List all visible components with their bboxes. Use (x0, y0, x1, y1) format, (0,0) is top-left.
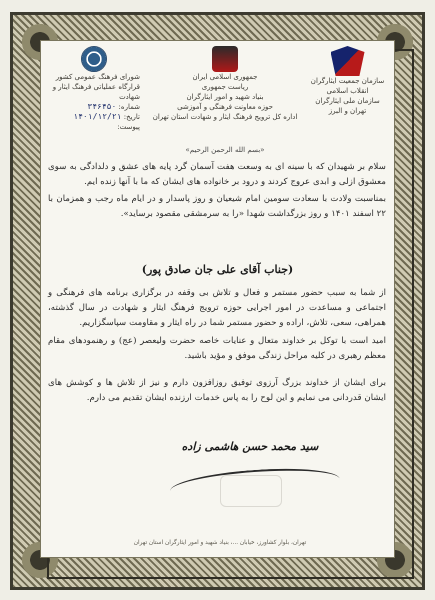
right-line2: سازمان ملی ایثارگران (315, 97, 380, 105)
header-right (305, 46, 390, 116)
dept-name: اداره کل ترویج فرهنگ ایثار و شهادت استان تهران (152, 113, 298, 121)
iran-emblem-icon (212, 46, 238, 72)
attachment-row: پیوست: (117, 123, 140, 131)
council-logo-icon (81, 46, 107, 72)
date-label: تاریخ (126, 113, 140, 121)
country-name: جمهوری اسلامی ایران (192, 73, 258, 81)
date-row: تاریخ: ۱۴۰۱/۱۲/۲۱ (73, 112, 140, 121)
right-line1: سازمان جمعیت ایثارگران انقلاب اسلامی (310, 77, 385, 95)
org-subtitle: حوزه معاونت فرهنگی و آموزشی (177, 103, 273, 111)
paragraph-2: بمناسبت ولادت با سعادت سومین امام شیعیان و روز پاسدار و در ایام ماه رجب و همزمان با ۲۲ اسفند ۱۴۰۱ و روز بزرگداشت شهدا «را به سرمشقی مقصود برساید». (48, 194, 386, 219)
attachment-label: پیوست (119, 123, 140, 131)
org-name: بنیاد شهید و امور ایثارگران (186, 93, 264, 101)
invocation: «بسم الله الرحمن الرحیم» (185, 146, 265, 154)
header-left (48, 46, 140, 132)
presidency: ریاست جمهوری (201, 83, 249, 91)
date-value: ۱۴۰۱/۱۲/۲۱ (73, 112, 122, 121)
right-bottom: تهران و البرز (328, 107, 367, 115)
paragraph-4: امید است با توکل بر خداوند متعال و عنایات خاصه حضرت ولیعصر (عج) و رهنمودهای مقام معظم رهبری در کلیه مراحل زندگی موفق و مؤید باشید. (48, 336, 386, 361)
shield-logo-icon (331, 46, 365, 76)
signature-name: سید محمد حسن هاشمی زاده (181, 440, 319, 453)
org-line1: شورای فرهنگ عمومی کشور (55, 73, 140, 81)
stamp-icon (220, 475, 282, 507)
number-value: ۳۴۶۴۵۰ (87, 102, 117, 111)
paragraph-3: از شما به سبب حضور مستمر و فعال و تلاش بی وقفه در برگزاری برنامه های فرهنگی و اجتماعی و مساعدت در امور اجرایی حوزه ترویج فرهنگ ایثار و شهادت در سال گذشته، همراهی، سعی، تلاش، اراده و حضور مستمر شما در راه ایثار و مقاومت سپاسگزاریم. (48, 288, 386, 328)
header-center (150, 46, 300, 122)
recipient-name: (جناب آقای علی جان صادق پور) (141, 263, 294, 276)
number-row: شماره: ۳۴۶۴۵۰ (87, 102, 140, 111)
paragraph-1: سلام بر شهیدان که با سینه ای به وسعت هفت آسمان گرد پایه های عشق و دلدادگی به سوی معشوق ازلی و ابدی عروج کردند و درود بر خانواده های ایشان که ما با آنها زنده ایم. (48, 162, 386, 187)
org-line2: قرارگاه عملیاتی فرهنگ ایثار و شهادت (52, 83, 140, 101)
paragraph-5: برای ایشان از خداوند بزرگ آرزوی توفیق روزافزون دارم و نیز از تلاش ها و کوشش های ایشان قدردانی می نمایم و این لوح را به پاس خدمات ارزنده ایشان تقدیم می دارم. (48, 378, 386, 403)
number-label: شماره (120, 103, 140, 111)
footer-address: تهران، بلوار کشاورز، خیابان ...، بنیاد شهید و امور ایثارگران استان تهران (133, 540, 307, 546)
